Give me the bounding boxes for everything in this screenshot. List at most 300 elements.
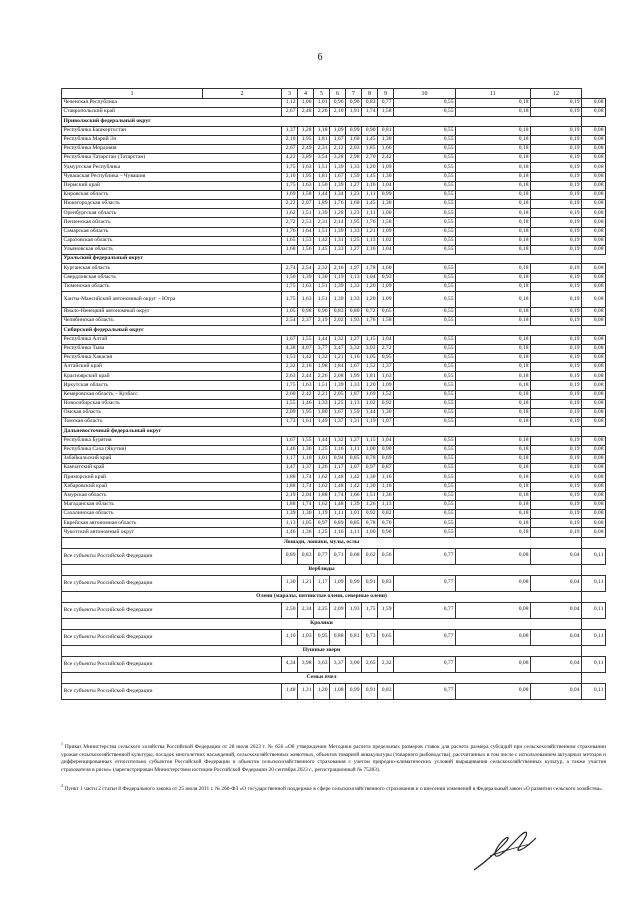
- rate-value: 0,55: [394, 372, 456, 381]
- rate-value: 1,01: [314, 454, 330, 463]
- rate-value: 1,39: [330, 291, 346, 307]
- region-name: Республика Бурятия: [62, 436, 282, 445]
- table-row: [62, 482, 606, 491]
- table-row: [62, 656, 606, 672]
- section-label: Кролики: [62, 618, 582, 629]
- rate-value: 0,55: [394, 246, 456, 255]
- rate-value: 0,92: [378, 399, 394, 408]
- rate-value: 0,55: [394, 363, 456, 372]
- rate-value: 0,55: [394, 528, 456, 537]
- rate-value: 1,95: [298, 135, 314, 144]
- rate-value: 2,10: [330, 108, 346, 117]
- rate-value: 0,08: [582, 273, 606, 282]
- rate-value: 2,08: [330, 372, 346, 381]
- region-name: Ямало-Ненецкий автономный округ: [62, 307, 282, 316]
- rate-value: 1,09: [378, 291, 394, 307]
- rate-value: 0,18: [456, 291, 531, 307]
- rate-value: 0,18: [456, 209, 531, 218]
- region-name: Республика Башкортостан: [62, 126, 282, 135]
- rate-value: 0,18: [456, 510, 531, 519]
- rate-value: 1,13: [282, 519, 298, 528]
- rate-value: 1,39: [314, 209, 330, 218]
- rate-value: 1,31: [298, 683, 314, 699]
- rate-value: 0,18: [456, 317, 531, 326]
- rate-value: 1,48: [330, 500, 346, 509]
- rate-value: 1,11: [346, 528, 362, 537]
- region-name: Все субъекты Российской Федерации: [62, 602, 282, 618]
- region-name: Ханты-Мансийский автономный округ – Югра: [62, 291, 282, 307]
- rate-value: 0,08: [582, 363, 606, 372]
- column-header: 2: [203, 89, 282, 99]
- table-row: [62, 144, 606, 153]
- rate-value: 0,18: [456, 363, 531, 372]
- rate-value: 1,59: [346, 172, 362, 181]
- region-name: Алтайский край: [62, 363, 282, 372]
- page-number: 6: [317, 52, 323, 63]
- region-name: Республика Тыва: [62, 344, 282, 353]
- rate-value: 1,74: [362, 108, 378, 117]
- rate-value: 2,32: [378, 656, 394, 672]
- rate-value: 1,51: [314, 227, 330, 236]
- rate-value: 0,08: [582, 172, 606, 181]
- column-header: 10: [394, 89, 456, 99]
- rate-value: 0,08: [582, 454, 606, 463]
- rate-value: 0,95: [314, 629, 330, 645]
- rate-value: 1,30: [282, 575, 298, 591]
- region-name: Красноярский край: [62, 372, 282, 381]
- rate-value: 0,55: [394, 510, 456, 519]
- rate-value: 1,59: [346, 409, 362, 418]
- rate-value: 0,55: [394, 473, 456, 482]
- rate-value: 0,08: [582, 491, 606, 500]
- rate-value: 1,44: [314, 190, 330, 199]
- table-row: [62, 163, 606, 172]
- rate-value: 0,77: [394, 656, 456, 672]
- region-name: Пермский край: [62, 181, 282, 190]
- rate-value: 0,97: [314, 519, 330, 528]
- rate-value: 0,19: [531, 154, 582, 163]
- rate-value: 1,45: [362, 172, 378, 181]
- rate-value: 0,19: [531, 135, 582, 144]
- rate-value: 1,53: [282, 353, 298, 362]
- category-heading-row: [62, 645, 606, 656]
- rate-value: 1,52: [378, 390, 394, 399]
- rate-value: 1,16: [378, 473, 394, 482]
- rate-value: 1,32: [330, 335, 346, 344]
- rate-value: 1,20: [362, 381, 378, 390]
- rate-value: 1,07: [346, 464, 362, 473]
- section-label: Приволжский федеральный округ: [62, 117, 582, 126]
- rate-value: 2,44: [298, 372, 314, 381]
- section-label: Лошади, лошаки, мулы, ослы: [62, 537, 582, 548]
- rate-value: 0,65: [378, 307, 394, 316]
- section-label: Верблюды: [62, 564, 582, 575]
- region-name: Забайкальский край: [62, 454, 282, 463]
- rate-value: 2,19: [282, 491, 298, 500]
- rate-value: 0,55: [394, 282, 456, 291]
- rate-value: 2,22: [282, 200, 298, 209]
- rate-value: 0,55: [394, 291, 456, 307]
- table-row: [62, 172, 606, 181]
- table-row: [62, 190, 606, 199]
- rate-value: 2,32: [282, 363, 298, 372]
- rate-value: 0,08: [582, 181, 606, 190]
- rate-value: 1,13: [346, 273, 362, 282]
- rate-value: 2,42: [378, 154, 394, 163]
- rate-value: 1,69: [282, 190, 298, 199]
- header-row: [62, 89, 606, 99]
- rate-value: 1,27: [346, 436, 362, 445]
- rate-value: 3,32: [346, 344, 362, 353]
- rate-value: 2,72: [282, 218, 298, 227]
- table-row: [62, 200, 606, 209]
- rate-value: 2,34: [298, 602, 314, 618]
- rate-value: 1,42: [314, 236, 330, 245]
- table-row: [62, 99, 606, 108]
- rate-value: 2,19: [314, 317, 330, 326]
- rate-value: 1,60: [378, 264, 394, 273]
- rate-value: 0,19: [531, 99, 582, 108]
- rate-value: 0,18: [456, 236, 531, 245]
- rate-value: 0,08: [582, 500, 606, 509]
- rate-value: 1,59: [378, 602, 394, 618]
- column-header: 1: [62, 89, 203, 99]
- district-heading-row: [62, 117, 606, 126]
- rate-value: 0,19: [531, 436, 582, 445]
- rate-value: 1,16: [330, 445, 346, 454]
- rate-value: 1,30: [362, 473, 378, 482]
- rate-value: 2,42: [298, 390, 314, 399]
- region-name: Республика Алтай: [62, 335, 282, 344]
- region-name: Ставропольский край: [62, 108, 282, 117]
- table-row: [62, 218, 606, 227]
- rate-value: 0,18: [456, 307, 531, 316]
- rate-value: 0,56: [378, 548, 394, 564]
- rate-value: 0,55: [394, 500, 456, 509]
- rate-value: 0,19: [531, 181, 582, 190]
- rate-value: 0,11: [582, 656, 606, 672]
- rate-value: 0,19: [531, 399, 582, 408]
- section-label: Пушные звери: [62, 645, 582, 656]
- rate-value: 0,55: [394, 135, 456, 144]
- rate-value: 1,85: [362, 144, 378, 153]
- rate-value: 2,21: [314, 390, 330, 399]
- rate-value: 1,04: [378, 181, 394, 190]
- column-header: 3: [282, 89, 298, 99]
- rate-value: 1,21: [362, 227, 378, 236]
- rate-value: 0,69: [378, 454, 394, 463]
- region-name: Удмуртская Республика: [62, 163, 282, 172]
- rate-value: 1,45: [362, 200, 378, 209]
- rate-value: 1,44: [314, 436, 330, 445]
- rate-value: 1,45: [362, 135, 378, 144]
- rate-value: 1,11: [362, 209, 378, 218]
- rate-value: 0,99: [346, 126, 362, 135]
- rate-value: 1,16: [362, 181, 378, 190]
- column-header: 7: [346, 89, 362, 99]
- rate-value: 2,67: [282, 108, 298, 117]
- rate-value: 1,74: [298, 500, 314, 509]
- rate-value: 0,08: [582, 246, 606, 255]
- rate-value: 1,48: [282, 683, 298, 699]
- section-label: Уральский федеральный округ: [62, 255, 582, 264]
- region-name: Камчатский край: [62, 464, 282, 473]
- rate-value: 1,74: [330, 491, 346, 500]
- rate-value: 2,63: [282, 372, 298, 381]
- rate-value: 0,08: [582, 190, 606, 199]
- rate-value: 1,51: [314, 163, 330, 172]
- rate-value: 0,18: [456, 172, 531, 181]
- rate-value: 0,55: [394, 163, 456, 172]
- rate-value: 0,85: [346, 519, 362, 528]
- rate-value: 0,92: [362, 510, 378, 519]
- table-row: [62, 464, 606, 473]
- rate-value: 0,62: [362, 548, 378, 564]
- rate-value: 1,76: [282, 227, 298, 236]
- rate-value: 0,19: [531, 227, 582, 236]
- rate-value: 1,27: [346, 246, 362, 255]
- rate-value: 1,47: [282, 464, 298, 473]
- rate-value: 1,16: [362, 246, 378, 255]
- rate-value: 2,50: [282, 602, 298, 618]
- rate-value: 2,32: [314, 264, 330, 273]
- rate-value: 1,16: [330, 528, 346, 537]
- table-row: [62, 473, 606, 482]
- rate-value: 0,08: [582, 291, 606, 307]
- rate-value: 1,05: [298, 519, 314, 528]
- region-name: Хабаровский край: [62, 482, 282, 491]
- rate-value: 0,04: [531, 575, 582, 591]
- rate-value: 0,55: [394, 335, 456, 344]
- rate-value: 0,18: [456, 482, 531, 491]
- table-row: [62, 246, 606, 255]
- rate-value: 0,71: [330, 548, 346, 564]
- rate-value: 1,95: [298, 409, 314, 418]
- rate-value: 2,31: [314, 144, 330, 153]
- table-row: [62, 445, 606, 454]
- rate-value: 1,93: [346, 602, 362, 618]
- rate-value: 0,08: [582, 227, 606, 236]
- rate-value: 0,08: [582, 108, 606, 117]
- rate-value: 1,76: [330, 200, 346, 209]
- rate-value: 0,04: [531, 683, 582, 699]
- column-header: 5: [314, 89, 330, 99]
- rate-value: 1,01: [314, 99, 330, 108]
- rate-value: 1,15: [362, 436, 378, 445]
- rate-value: 1,09: [330, 575, 346, 591]
- table-row: [62, 399, 606, 408]
- rate-value: 0,11: [582, 602, 606, 618]
- rate-value: 1,30: [378, 200, 394, 209]
- rate-value: 0,55: [394, 307, 456, 316]
- region-name: Республика Мордовия: [62, 144, 282, 153]
- table-row: [62, 454, 606, 463]
- rate-value: 0,08: [582, 209, 606, 218]
- rate-value: 1,67: [330, 172, 346, 181]
- rate-value: 0,18: [456, 372, 531, 381]
- rate-value: 0,18: [456, 200, 531, 209]
- region-name: Курганская область: [62, 264, 282, 273]
- rate-value: 1,46: [282, 528, 298, 537]
- rate-value: 0,90: [378, 528, 394, 537]
- rate-value: 1,27: [346, 181, 362, 190]
- rate-value: 3,98: [298, 656, 314, 672]
- rate-value: 1,05: [362, 353, 378, 362]
- rate-value: 1,48: [330, 482, 346, 491]
- rate-value: 2,02: [330, 317, 346, 326]
- rate-value: 0,08: [456, 683, 531, 699]
- rate-value: 0,99: [346, 683, 362, 699]
- rate-value: 0,55: [394, 519, 456, 528]
- rate-value: 1,63: [378, 372, 394, 381]
- rate-value: 1,49: [314, 418, 330, 427]
- rate-value: 1,33: [346, 227, 362, 236]
- region-name: Нижегородская область: [62, 200, 282, 209]
- rate-value: 0,95: [378, 353, 394, 362]
- rate-value: 1,55: [298, 335, 314, 344]
- rate-value: 0,55: [394, 227, 456, 236]
- rate-value: 3,63: [314, 656, 330, 672]
- table-row: [62, 629, 606, 645]
- rate-value: 0,55: [394, 436, 456, 445]
- rate-value: 1,88: [282, 500, 298, 509]
- rate-value: 0,77: [394, 602, 456, 618]
- rate-value: 0,18: [456, 409, 531, 418]
- rate-value: 1,45: [314, 246, 330, 255]
- rate-value: 0,83: [378, 683, 394, 699]
- rate-value: 0,55: [394, 108, 456, 117]
- rate-value: 2,54: [298, 264, 314, 273]
- rate-value: 1,69: [362, 390, 378, 399]
- rate-value: 1,18: [314, 126, 330, 135]
- rate-value: 1,30: [378, 172, 394, 181]
- rate-value: 0,55: [394, 445, 456, 454]
- section-label: Олени (маралы, пятнистые олени, северные олени): [62, 591, 582, 602]
- table-row: [62, 317, 606, 326]
- rate-value: 0,08: [582, 399, 606, 408]
- table-row: [62, 575, 606, 591]
- region-name: Чукотский автономный округ: [62, 528, 282, 537]
- category-heading-row: [62, 591, 606, 602]
- table-row: [62, 126, 606, 135]
- rate-value: 3,77: [314, 344, 330, 353]
- rate-value: 1,51: [362, 491, 378, 500]
- rate-value: 0,78: [362, 454, 378, 463]
- region-name: Республика Саха (Якутия): [62, 445, 282, 454]
- rate-value: 0,55: [394, 200, 456, 209]
- rate-value: 1,46: [282, 445, 298, 454]
- rate-value: 1,44: [314, 335, 330, 344]
- rate-value: 0,11: [582, 575, 606, 591]
- rate-value: 0,18: [456, 273, 531, 282]
- rate-value: 0,19: [531, 381, 582, 390]
- rate-value: 1,30: [298, 510, 314, 519]
- rate-value: 1,50: [282, 273, 298, 282]
- rate-value: 1,13: [362, 236, 378, 245]
- rate-value: 1,63: [298, 381, 314, 390]
- rate-value: 3,02: [362, 344, 378, 353]
- rate-value: 0,18: [456, 344, 531, 353]
- region-name: Томская область: [62, 418, 282, 427]
- rate-value: 1,62: [282, 209, 298, 218]
- rate-value: 1,42: [298, 353, 314, 362]
- rate-value: 1,89: [314, 200, 330, 209]
- rate-value: 2,98: [346, 154, 362, 163]
- rate-value: 0,90: [314, 307, 330, 316]
- rate-value: 1,65: [282, 236, 298, 245]
- rate-value: 0,19: [531, 307, 582, 316]
- rate-value: 0,55: [394, 353, 456, 362]
- rate-value: 0,18: [456, 99, 531, 108]
- rate-value: 1,51: [298, 209, 314, 218]
- rate-value: 1,20: [362, 291, 378, 307]
- rate-value: 0,55: [394, 209, 456, 218]
- column-header: 4: [298, 89, 314, 99]
- rate-value: 2,09: [282, 409, 298, 418]
- rate-value: 1,80: [314, 409, 330, 418]
- rate-value: 0,77: [394, 683, 456, 699]
- rate-value: 1,88: [314, 491, 330, 500]
- rate-value: 1,58: [298, 190, 314, 199]
- rate-value: 0,90: [362, 126, 378, 135]
- column-header: 8: [362, 89, 378, 99]
- rate-value: 0,18: [456, 218, 531, 227]
- table-row: [62, 236, 606, 245]
- rate-value: 1,74: [298, 482, 314, 491]
- rate-value: 0,81: [378, 126, 394, 135]
- region-name: Новосибирская область: [62, 399, 282, 408]
- rate-value: 0,55: [394, 172, 456, 181]
- table-row: [62, 683, 606, 699]
- rate-value: 0,19: [531, 291, 582, 307]
- rate-value: 0,19: [531, 282, 582, 291]
- rate-value: 1,39: [346, 500, 362, 509]
- rate-value: 0,08: [582, 317, 606, 326]
- rate-value: 0,77: [394, 629, 456, 645]
- rate-value: 0,19: [531, 418, 582, 427]
- rate-value: 1,33: [330, 246, 346, 255]
- rate-value: 0,08: [582, 163, 606, 172]
- rate-value: 1,39: [330, 381, 346, 390]
- rate-value: 0,83: [330, 307, 346, 316]
- rate-value: 1,33: [346, 291, 362, 307]
- rate-value: 1,08: [330, 683, 346, 699]
- rate-value: 1,42: [346, 482, 362, 491]
- table-row: [62, 510, 606, 519]
- table-row: [62, 108, 606, 117]
- rate-value: 1,00: [362, 528, 378, 537]
- rate-value: 0,08: [582, 409, 606, 418]
- rate-value: 1,09: [378, 282, 394, 291]
- rate-value: 1,25: [346, 236, 362, 245]
- rate-value: 0,04: [531, 548, 582, 564]
- rate-value: 0,18: [456, 519, 531, 528]
- rate-value: 0,55: [394, 491, 456, 500]
- rate-value: 0,18: [456, 135, 531, 144]
- rate-value: 1,17: [282, 454, 298, 463]
- rate-value: 0,55: [394, 381, 456, 390]
- rate-value: 4,38: [282, 344, 298, 353]
- rate-value: 0,55: [394, 317, 456, 326]
- rate-value: 2,48: [298, 108, 314, 117]
- rate-value: 1,37: [298, 464, 314, 473]
- rate-value: 2,05: [330, 390, 346, 399]
- rate-value: 1,04: [362, 273, 378, 282]
- rate-value: 0,18: [456, 445, 531, 454]
- rate-value: 0,08: [582, 510, 606, 519]
- rate-value: 1,23: [346, 209, 362, 218]
- rate-value: 1,98: [314, 363, 330, 372]
